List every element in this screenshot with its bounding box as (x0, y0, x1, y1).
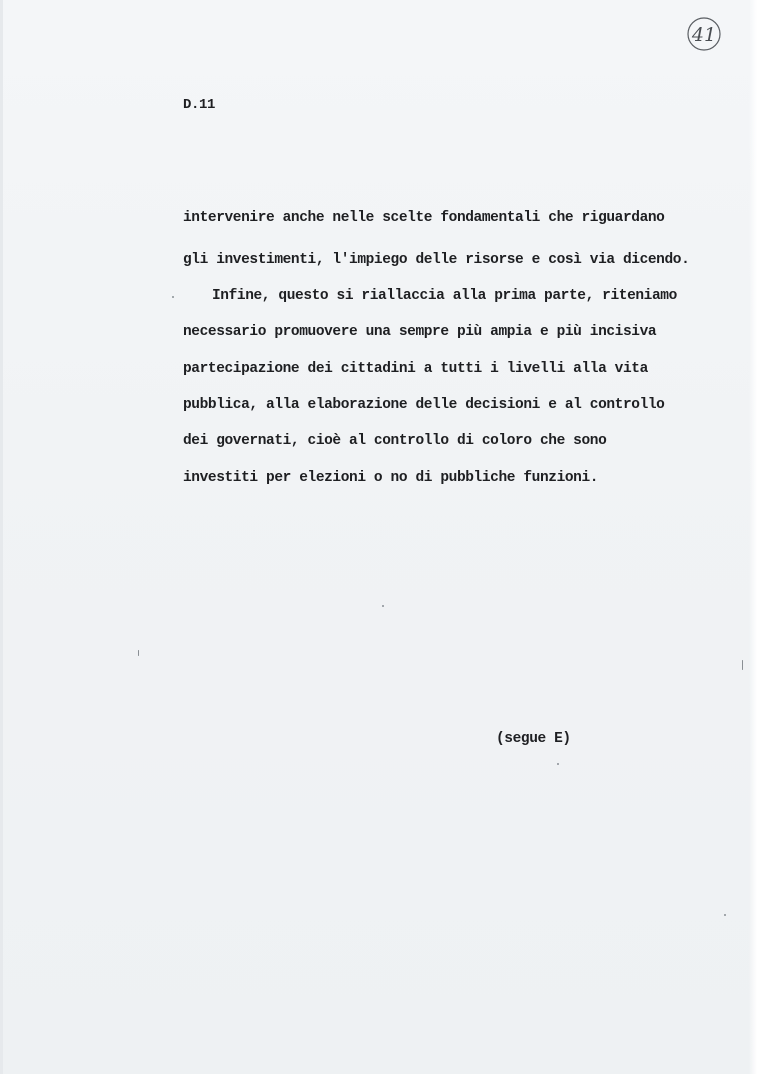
continuation-note: (segue E) (496, 731, 571, 747)
paper-speck (742, 660, 743, 670)
body-line: intervenire anche nelle scelte fondamentali che riguardano (183, 210, 665, 226)
paper-speck (172, 296, 174, 298)
body-line: dei governati, cioè al controllo di coloro che sono (183, 433, 607, 449)
page-bottom-edge (0, 1074, 757, 1080)
body-line: investiti per elezioni o no di pubbliche funzioni. (183, 470, 599, 486)
body-line: gli investimenti, l'impiego delle risorse e così via dicendo. (183, 252, 690, 268)
stamp-number-text: 41 (691, 24, 717, 46)
page-code: D.11 (183, 97, 216, 113)
paper-speck (557, 763, 559, 765)
body-line: pubblica, alla elaborazione delle decisioni e al controllo (183, 397, 665, 413)
paper-speck (724, 914, 726, 916)
page-number-stamp (686, 16, 722, 52)
body-line: partecipazione dei cittadini a tutti i livelli alla vita (183, 361, 648, 377)
page-left-edge (0, 0, 3, 1080)
body-line: Infine, questo si riallaccia alla prima parte, riteniamo (212, 288, 677, 304)
page-right-edge (749, 0, 757, 1080)
body-line: necessario promuovere una sempre più ampia e più incisiva (183, 324, 657, 340)
paper-speck (138, 650, 139, 656)
paper-speck (382, 605, 384, 607)
